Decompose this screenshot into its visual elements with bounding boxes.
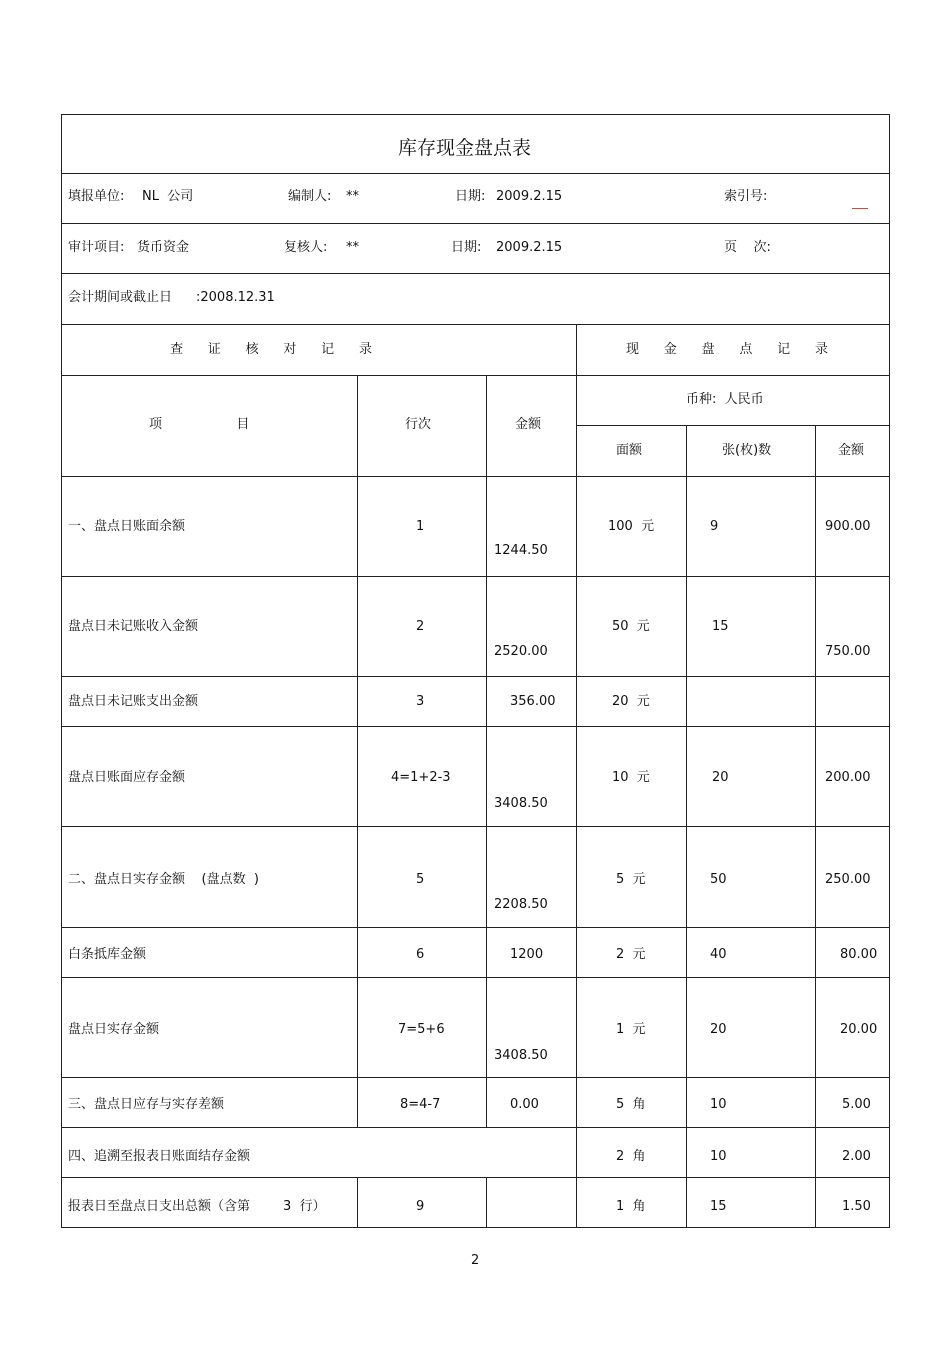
- index-label: 索引号:: [724, 189, 768, 204]
- cash-count-table: [61, 114, 890, 1228]
- row-amount: 1200: [510, 947, 544, 962]
- row-line: 6: [416, 947, 425, 962]
- preparer-value: **: [346, 189, 359, 204]
- rule: [61, 1127, 890, 1128]
- date-label: 日期:: [451, 240, 482, 255]
- date-value: 2009.2.15: [496, 189, 563, 204]
- red-mark: [852, 208, 868, 209]
- row-count: 9: [710, 519, 719, 534]
- row-amount: 1244.50: [494, 543, 548, 558]
- row-item: 一、盘点日账面余额: [68, 519, 186, 534]
- row-item: 白条抵库金额: [68, 947, 147, 962]
- unit-value: NL 公司: [142, 189, 194, 204]
- rule: [61, 375, 890, 376]
- row-count: 50: [710, 872, 727, 887]
- rule: [486, 375, 487, 1127]
- row-cash: 2.00: [842, 1149, 871, 1164]
- row-count: 15: [710, 1199, 727, 1214]
- row-cash: 200.00: [825, 770, 871, 785]
- rule: [486, 1177, 487, 1228]
- row-count: 40: [710, 947, 727, 962]
- row-count: 10: [710, 1097, 727, 1112]
- row-amount: 356.00: [510, 694, 556, 709]
- row-item: 二、盘点日实存金额 (盘点数 ): [68, 872, 259, 887]
- preparer-label: 编制人:: [288, 189, 332, 204]
- rule: [61, 273, 890, 274]
- date-value: 2009.2.15: [496, 240, 563, 255]
- row-item: 盘点日账面应存金额: [68, 770, 186, 785]
- page-label: 页 次:: [724, 240, 771, 255]
- column-header-amount: 金额: [515, 417, 542, 432]
- row-line: 8=4-7: [400, 1097, 441, 1112]
- row-item: 报表日至盘点日支出总额（含第 3 行）: [68, 1199, 326, 1214]
- rule: [61, 476, 890, 477]
- column-header-denomination: 面额: [616, 443, 643, 458]
- row-count: 15: [712, 619, 729, 634]
- verification-section-title: 查 证 核 对 记 录: [170, 342, 372, 357]
- row-cash: 750.00: [825, 644, 871, 659]
- rule: [61, 726, 890, 727]
- row-item: 盘点日未记账收入金额: [68, 619, 199, 634]
- period-label: 会计期间或截止日: [68, 290, 173, 305]
- row-item: 三、盘点日应存与实存差额: [68, 1097, 225, 1112]
- row-count: 20: [712, 770, 729, 785]
- row-cash: 900.00: [825, 519, 871, 534]
- rule: [61, 1077, 890, 1078]
- period-value: :2008.12.31: [196, 290, 275, 305]
- row-amount: 2208.50: [494, 897, 548, 912]
- reviewer-value: **: [346, 240, 359, 255]
- row-cash: 250.00: [825, 872, 871, 887]
- row-cash: 5.00: [842, 1097, 871, 1112]
- rule: [61, 1177, 890, 1178]
- row-denomination: 1 角: [616, 1199, 646, 1214]
- rule: [576, 425, 890, 426]
- currency-label: 币种: 人民币: [686, 392, 764, 407]
- rule: [61, 977, 890, 978]
- row-denomination: 20 元: [612, 694, 650, 709]
- row-denomination: 1 元: [616, 1022, 646, 1037]
- row-line: 1: [416, 519, 425, 534]
- reviewer-label: 复核人:: [284, 240, 328, 255]
- column-header-count: 张(枚)数: [722, 443, 772, 458]
- row-amount: 3408.50: [494, 1048, 548, 1063]
- rule: [686, 425, 687, 1228]
- audit-item-value: 货币资金: [137, 240, 190, 255]
- rule: [61, 173, 890, 174]
- row-denomination: 2 元: [616, 947, 646, 962]
- row-line: 7=5+6: [398, 1022, 445, 1037]
- row-denomination: 10 元: [612, 770, 650, 785]
- page-title: 库存现金盘点表: [398, 137, 532, 159]
- rule: [61, 826, 890, 827]
- row-line: 3: [416, 694, 425, 709]
- rule: [61, 324, 890, 325]
- rule: [61, 927, 890, 928]
- unit-label: 填报单位:: [68, 189, 125, 204]
- column-header-line: 行次: [405, 417, 432, 432]
- row-item: 盘点日未记账支出金额: [68, 694, 199, 709]
- row-line: 2: [416, 619, 425, 634]
- row-cash: 80.00: [840, 947, 878, 962]
- page-number: 2: [471, 1253, 480, 1268]
- rule: [576, 324, 577, 1228]
- column-header-item: 项 目: [149, 417, 250, 432]
- row-denomination: 100 元: [608, 519, 655, 534]
- row-count: 10: [710, 1149, 727, 1164]
- row-denomination: 2 角: [616, 1149, 646, 1164]
- rule: [357, 1177, 358, 1228]
- rule: [815, 425, 816, 1228]
- row-item: 盘点日实存金额: [68, 1022, 160, 1037]
- rule: [357, 375, 358, 1127]
- row-line: 4=1+2-3: [391, 770, 451, 785]
- row-line: 9: [416, 1199, 425, 1214]
- row-amount: 3408.50: [494, 796, 548, 811]
- row-line: 5: [416, 872, 425, 887]
- row-denomination: 5 角: [616, 1097, 646, 1112]
- cash-count-section-title: 现 金 盘 点 记 录: [626, 342, 828, 357]
- row-item: 四、追溯至报表日账面结存金额: [68, 1149, 251, 1164]
- row-amount: 0.00: [510, 1097, 539, 1112]
- date-label: 日期:: [455, 189, 486, 204]
- row-amount: 2520.00: [494, 644, 548, 659]
- row-count: 20: [710, 1022, 727, 1037]
- rule: [61, 223, 890, 224]
- row-cash: 20.00: [840, 1022, 878, 1037]
- row-cash: 1.50: [842, 1199, 871, 1214]
- row-denomination: 5 元: [616, 872, 646, 887]
- rule: [61, 676, 890, 677]
- audit-item-label: 审计项目:: [68, 240, 125, 255]
- column-header-cash-amount: 金额: [838, 443, 865, 458]
- row-denomination: 50 元: [612, 619, 650, 634]
- rule: [61, 576, 890, 577]
